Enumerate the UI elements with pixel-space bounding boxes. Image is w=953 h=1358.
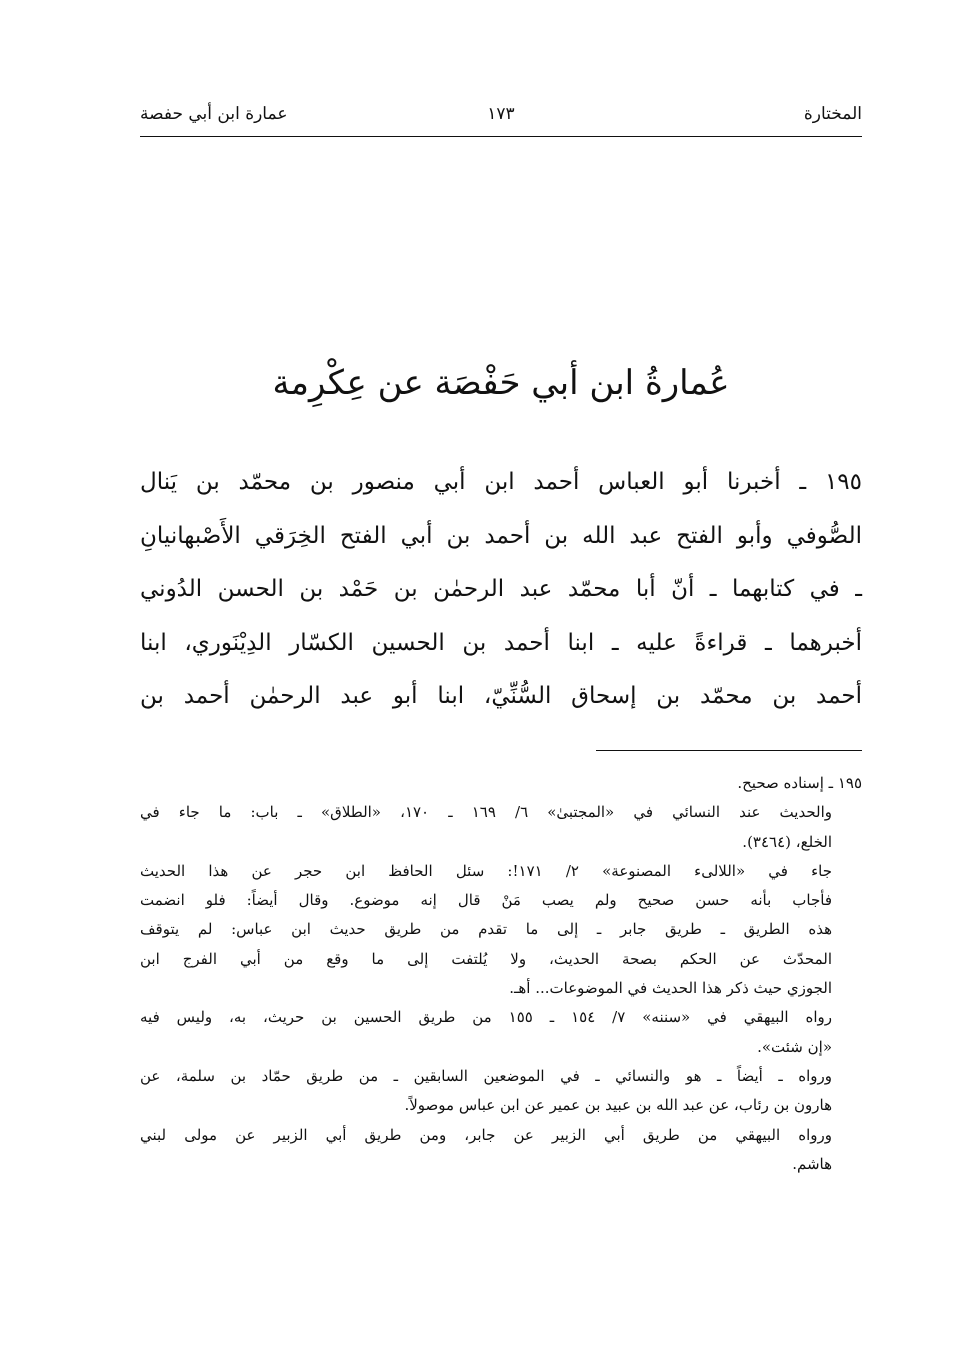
header-rule bbox=[140, 136, 862, 137]
body-line: أخبرهما ـ قراءةً عليه ـ ابنا أحمد بن الحسين الكسّار الدِيْنَوري، ابنا bbox=[140, 629, 862, 656]
footnote-line: الجوزي حيث ذكر هذا الحديث في الموضوعات... أهـ. bbox=[509, 979, 832, 998]
footnote-line: ١٩٥ ـ إسناده صحيح. bbox=[737, 774, 862, 792]
body-line: ١٩٥ ـ أخبرنا أبو العباس أحمد ابن أبي منصور بن محمّد بن يَنال bbox=[140, 469, 862, 495]
footnote-line: ورواه ـ أيضاً ـ هو والنسائي ـ في الموضعين السابقين ـ من طريق حمّاد بن سلمة، عن bbox=[140, 1066, 832, 1085]
footnote-line: ورواه البيهقي من طريق أبي الزبير عن جابر، ومن طريق أبي الزبير عن مولى لبني bbox=[140, 1125, 832, 1144]
hadith-body bbox=[140, 456, 862, 724]
body-line: ـ في كتابهما ـ أنّ أبا محمّد عبد الرحمٰن بن حَمْد بن الحسن الدُوني bbox=[140, 576, 862, 602]
footnote-line: «إن شئت». bbox=[757, 1037, 832, 1056]
footnote-separator bbox=[596, 750, 862, 751]
footnote-line: هاشم. bbox=[792, 1154, 832, 1173]
chapter-title: عُمارةُ ابن أبي حَفْصَة عن عِكْرِمة bbox=[272, 363, 730, 403]
footnote-line: هذه الطريق ـ طريق جابر ـ إلى ما تقدم من طريق حديث ابن عباس: لم يتوقف bbox=[140, 920, 832, 939]
footnote-line: فأجاب بأنه حسن صحيح ولم يصب مَنْ قال إنه موضوع. وقال أيضاً: فلو انضمت bbox=[140, 891, 832, 910]
footnote-line: المحدّث عن الحكم بصحة الحديث، ولا يُلتفت إلى ما وقع من أبي الفرج ابن bbox=[140, 949, 832, 968]
footnote-line: جاء في «اللالىء المصنوعة» ٢/ ١٧١!: سئل الحافظ ابن حجر عن هذا الحديث bbox=[140, 861, 832, 880]
header-page-number: ١٧٣ bbox=[487, 104, 515, 124]
footnote-line: رواه البيهقي في «سننه» ٧/ ١٥٤ ـ ١٥٥ من طريق الحسين بن حريث، به، وليس فيه bbox=[140, 1008, 832, 1027]
running-header bbox=[140, 96, 862, 136]
footnote-line: الخلع، (٣٤٦٤). bbox=[742, 832, 832, 851]
body-line: الصُّوفي وأبو الفتح عبد الله بن أحمد بن أبي الفتح الخِرَقي الأَصْبهانيانِ bbox=[140, 522, 862, 549]
body-line: أحمد بن محمّد بن إسحاق السُّنِّيّ، ابنا أبو عبد الرحمٰن أحمد بن bbox=[140, 683, 862, 709]
footnote-line: هارون بن رئاب، عن عبد الله بن عبيد بن عمير عن ابن عباس موصولاً. bbox=[404, 1096, 832, 1115]
header-chapter-title: عمارة ابن أبي حفصة bbox=[140, 104, 288, 124]
footnotes bbox=[140, 769, 862, 1179]
header-book-title: المختارة bbox=[803, 104, 862, 124]
footnote-line: والحديث عند النسائي في «المجتبىٰ» ٦/ ١٦٩ ـ ١٧٠، «الطلاق» ـ باب: ما جاء في bbox=[140, 803, 832, 822]
